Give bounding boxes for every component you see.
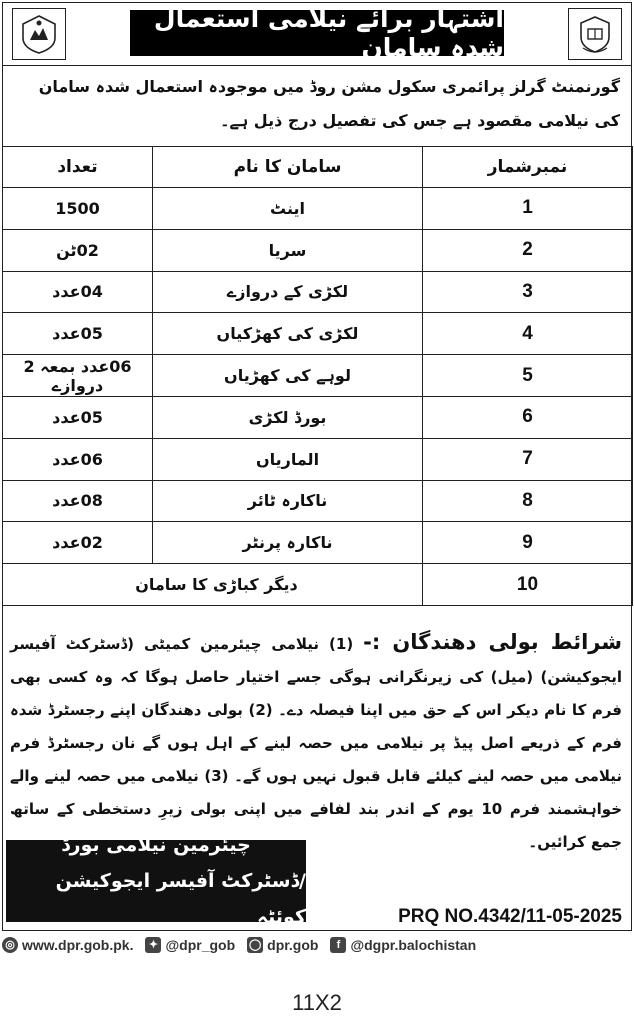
- bidder-conditions: [10, 626, 622, 859]
- row-number: 5: [423, 355, 633, 397]
- row-name: لکڑی کے دروازے: [153, 271, 423, 313]
- globe-icon: ◎: [2, 937, 18, 953]
- header-qty: تعداد: [3, 147, 153, 188]
- row-number: 4: [423, 313, 633, 355]
- table-header-row: [3, 147, 633, 188]
- advertisement-title: اشتہار برائے نیلامی استعمال شدہ سامان: [130, 10, 504, 56]
- row-number: 6: [423, 396, 633, 438]
- twitter-link[interactable]: [145, 937, 235, 953]
- row-qty: 06عدد: [3, 438, 153, 480]
- items-table: [2, 146, 633, 606]
- balochistan-emblem-left: [12, 8, 66, 60]
- table-row: [3, 480, 633, 522]
- row-number: 2: [423, 229, 633, 271]
- row-number: 9: [423, 522, 633, 564]
- row-qty: 08عدد: [3, 480, 153, 522]
- facebook-handle: @dgpr.balochistan: [350, 936, 477, 953]
- row-name: لوہے کی کھڑیاں: [153, 355, 423, 397]
- signature-line-1: چیئرمین نیلامی بورڈ: [61, 834, 251, 856]
- row-name: اینٹ: [153, 188, 423, 230]
- row-name: لکڑی کی کھڑکیاں: [153, 313, 423, 355]
- conditions-body: (1) نیلامی چیئرمین کمیٹی (ڈسٹرکٹ آفیسر ایجوکیشن) (میل) کی زیرنگرانی ہوگی جسے اختیار حاصل ہوگا کہ وہ کسی بھی فرم کا نام دیکر اس کے حق میں اپنا فیصلہ دے۔ (2) بولی دھندگان اپنے رجسٹرڈ شدہ فرم کے ذریعے اصل پیڈ پر نیلامی میں حصہ لینے کے اہل ہوں گے نان رجسٹرڈ فرم نیلامی میں حصہ لینے کیلئے قابل قبول نہیں ہوں گے۔ (3) نیلامی میں حصہ لینے والے خواہشمند فرم 10 یوم کے اندر بند لفافے میں اپنی بولی زیرِ دستخطی کے ساتھ جمع کرائیں۔: [10, 635, 623, 851]
- header-number: نمبرشمار: [423, 147, 633, 188]
- table-row: [3, 313, 633, 355]
- row-qty: 04عدد: [3, 271, 153, 313]
- facebook-link[interactable]: [330, 937, 476, 953]
- education-emblem-right: [568, 8, 622, 60]
- table-row: [3, 188, 633, 230]
- signature-block: [6, 834, 306, 928]
- website-link[interactable]: [2, 937, 133, 953]
- header-name: سامان کا نام: [153, 147, 423, 188]
- row-number: 10: [423, 564, 633, 606]
- instagram-handle: dpr.gob: [267, 936, 319, 953]
- table-row: [3, 355, 633, 397]
- instagram-icon: ◯: [247, 937, 263, 953]
- row-name: بورڈ لکڑی: [153, 396, 423, 438]
- header: [2, 2, 632, 66]
- website-text: www.dpr.gob.pk.: [22, 936, 134, 953]
- row-qty: 02عدد: [3, 522, 153, 564]
- row-number: 7: [423, 438, 633, 480]
- row-qty: 05عدد: [3, 396, 153, 438]
- conditions-heading: شرائط بولی دھندگان :-: [363, 630, 622, 654]
- table-row: [3, 396, 633, 438]
- row-qty: 02ٹن: [3, 229, 153, 271]
- table-row: [3, 438, 633, 480]
- signature-line-2: /ڈسٹرکٹ آفیسر ایجوکیشن کوئٹہ: [55, 870, 306, 928]
- row-number: 1: [423, 188, 633, 230]
- table-row: [3, 522, 633, 564]
- emblem-icon: [17, 12, 61, 56]
- ad-size-label: 11X2: [292, 990, 342, 1015]
- row-qty: 06عدد بمعہ 2 دروازے: [3, 355, 153, 397]
- row-name: سریا: [153, 229, 423, 271]
- facebook-icon: f: [330, 937, 346, 953]
- table-row: [3, 564, 633, 606]
- row-number: 8: [423, 480, 633, 522]
- row-qty: 1500: [3, 188, 153, 230]
- row-name: دیگر کباڑی کا سامان: [3, 564, 423, 606]
- row-name: ناکارہ پرنٹر: [153, 522, 423, 564]
- intro-text: گورنمنٹ گرلز پرائمری سکول مشن روڈ میں موجودہ استعمال شدہ سامان کی نیلامی مقصود ہے جس کی تفصیل درج ذیل ہے۔: [38, 77, 620, 130]
- crest-icon: [573, 12, 617, 56]
- row-name: ناکارہ ٹائر: [153, 480, 423, 522]
- twitter-handle: @dpr_gob: [165, 936, 236, 953]
- table-row: [3, 271, 633, 313]
- row-qty: 05عدد: [3, 313, 153, 355]
- row-number: 3: [423, 271, 633, 313]
- table-row: [3, 229, 633, 271]
- row-name: الماریاں: [153, 438, 423, 480]
- prq-number: PRQ NO.4342/11-05-2025: [398, 906, 622, 927]
- social-footer: [2, 930, 632, 958]
- instagram-link[interactable]: [247, 937, 318, 953]
- twitter-icon: ✦: [145, 937, 161, 953]
